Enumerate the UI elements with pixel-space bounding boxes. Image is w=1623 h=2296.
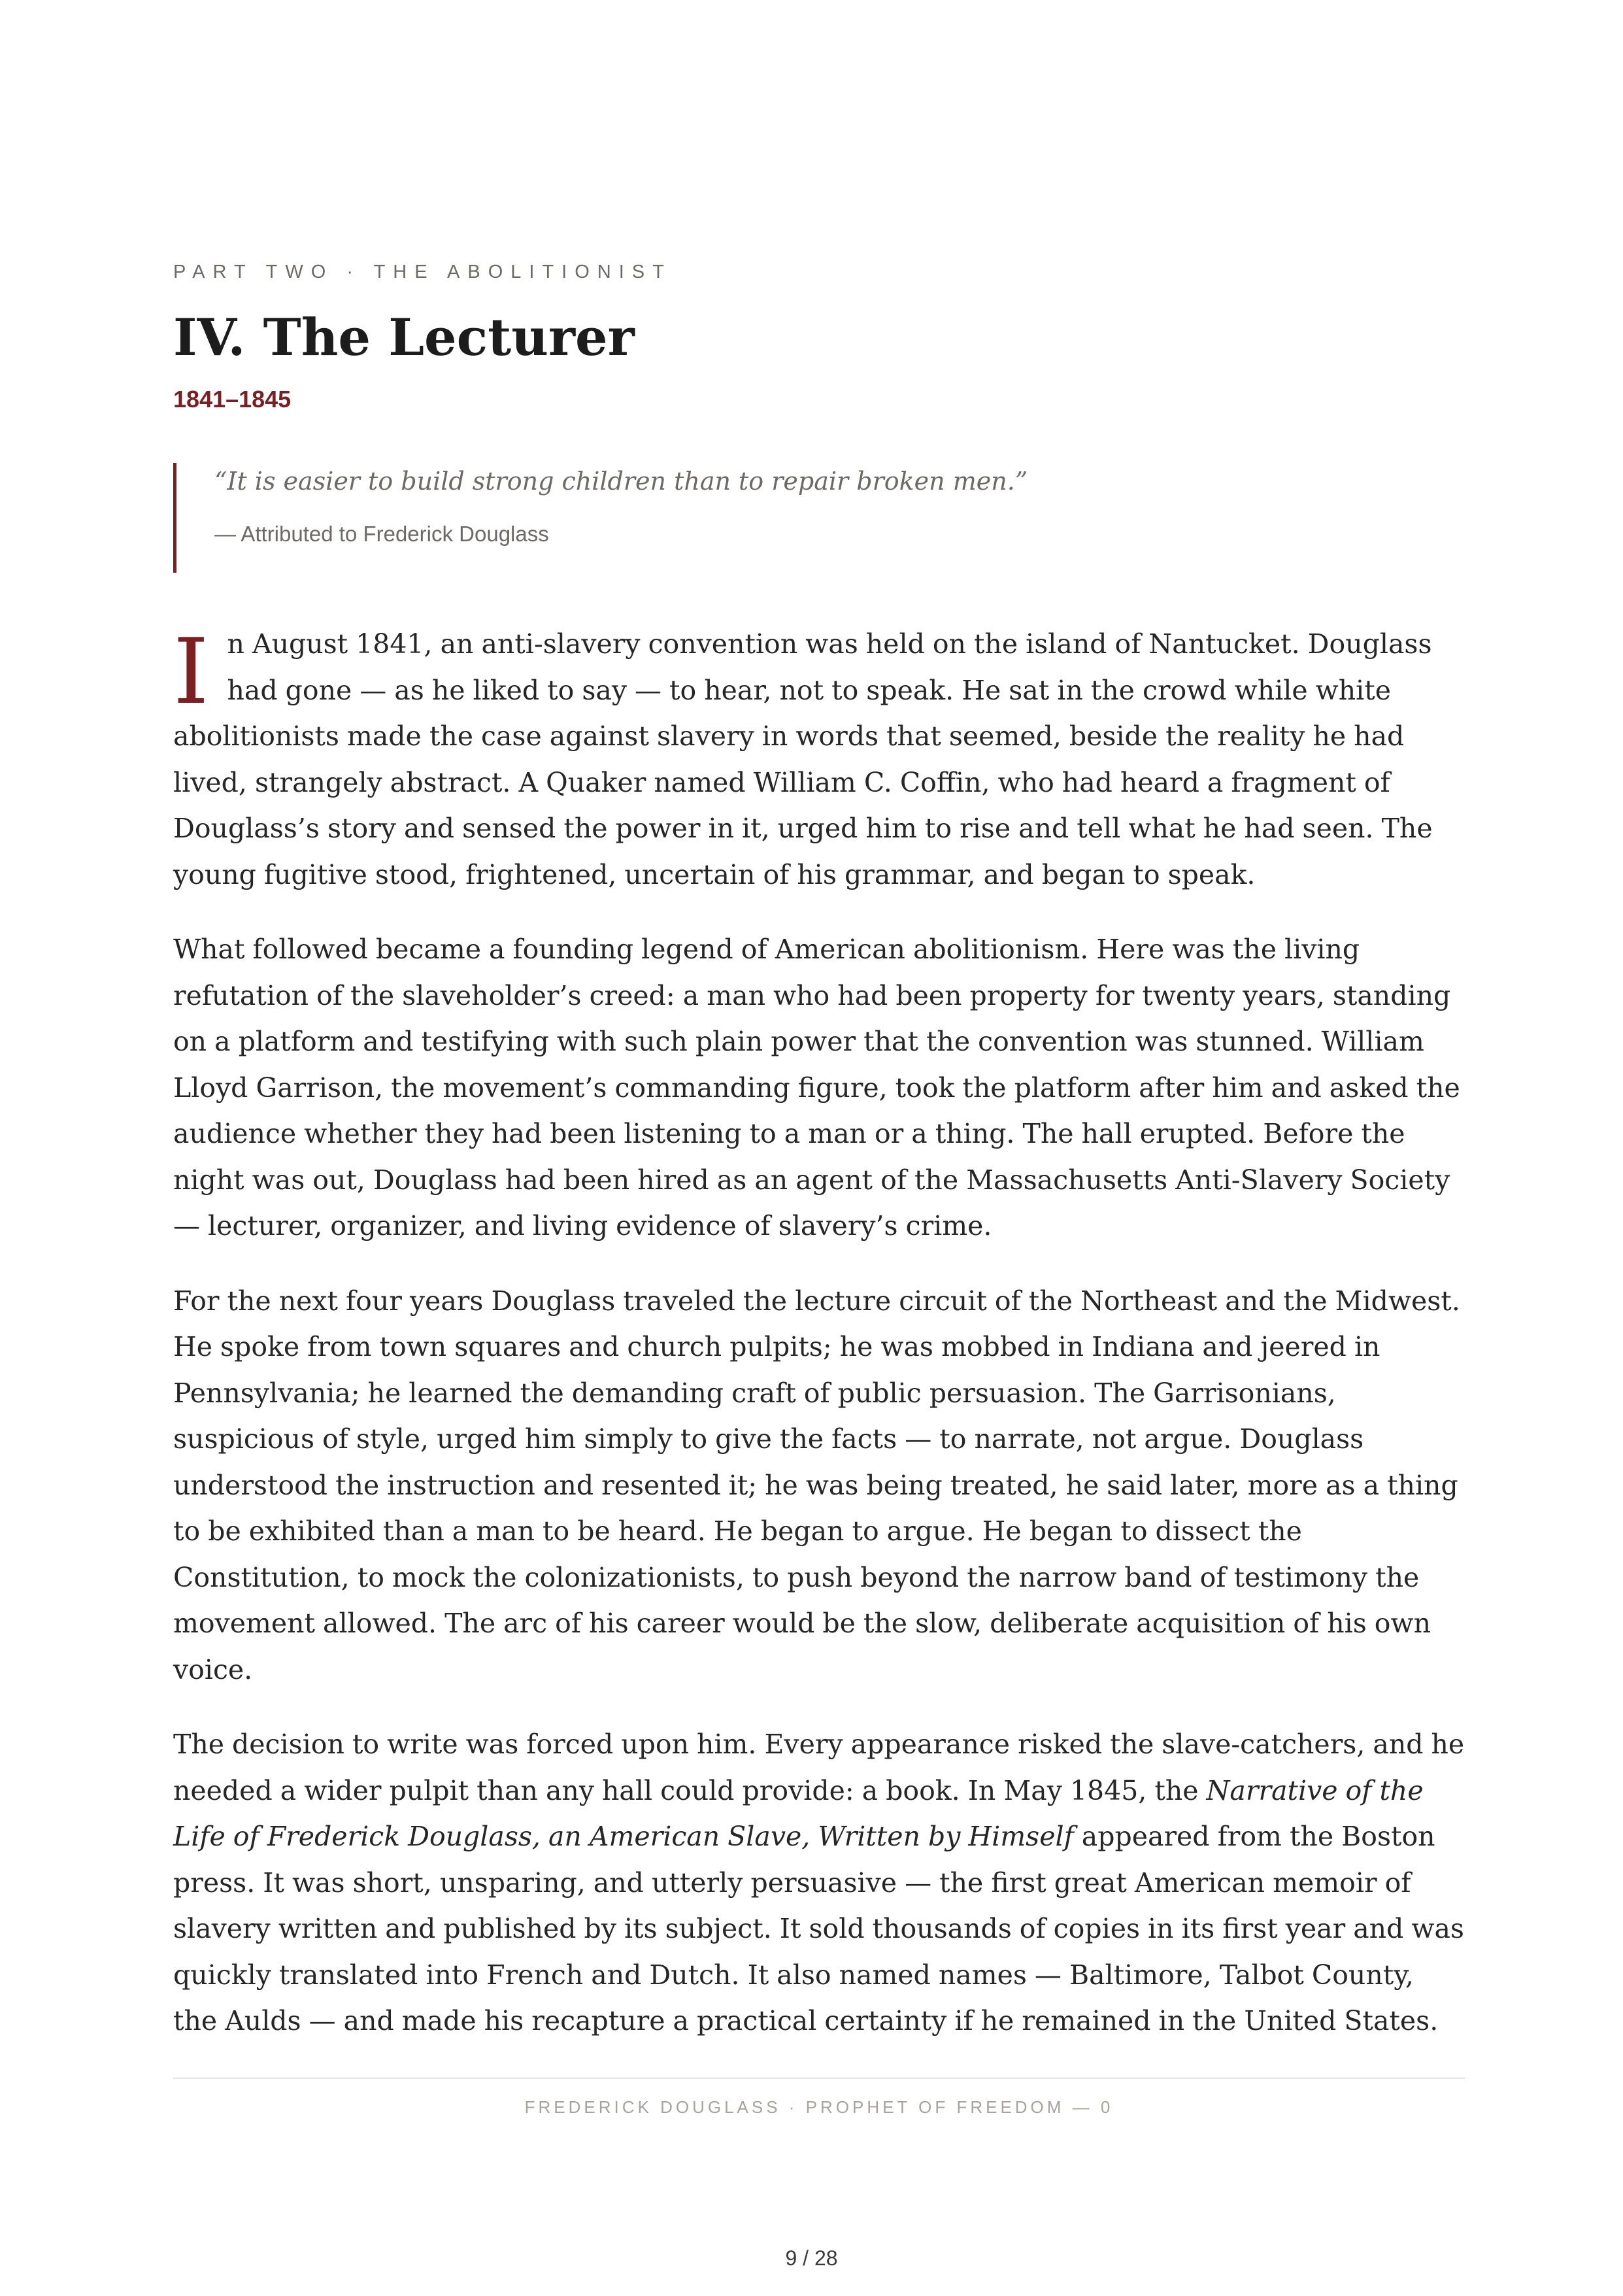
- epigraph-quote: “It is easier to build strong children than to repair broken men.”: [214, 467, 1028, 496]
- paragraph-2: What followed became a founding legend of American abolitionism. Here was the living refutation of the slaveholder’s creed: a man who had been property for twenty years, standing on a platform and testifying with such plain power that the convention was stunned. William Lloyd Garrison, the movement’s commanding figure, took the platform after him and asked the audience whether they had been listening to a man or a thing. The hall erupted. Before the night was out, Douglass had been hired as an agent of the Massachusetts Anti-Slavery Society — lecturer, organizer, and living evidence of slavery’s crime.: [173, 934, 1460, 1241]
- paragraph-4-text-after: appeared from the Boston press. It was short, unsparing, and utterly persuasive — the first great American memoir of slavery written and published by its subject. It sold thousands of copies in its first year and was quickly translated into French and Dutch. It also named names — Baltimore, Talbot County, the Aulds — and made his recapture a practical certainty if he remained in the United States.: [173, 1821, 1464, 2036]
- drop-cap: I: [173, 619, 209, 724]
- paragraph-1: [173, 621, 1465, 898]
- chapter-years: 1841–1845: [173, 386, 292, 413]
- epigraph-attribution: — Attributed to Frederick Douglass: [214, 522, 549, 546]
- footer-divider: [173, 2078, 1465, 2079]
- chapter-title: IV. The Lecturer: [173, 308, 635, 367]
- part-label: PART TWO · THE ABOLITIONIST: [173, 262, 672, 282]
- paragraph-3: For the next four years Douglass traveled the lecture circuit of the Northeast and the Midwest. He spoke from town squares and church pulpits; he was mobbed in Indiana and jeered in Pennsylvania; he learned the demanding craft of public persuasion. The Garrisonians, suspicious of style, urged him simply to give the facts — to narrate, not argue. Douglass understood the instruction and resented it; he was being treated, he said later, more as a thing to be exhibited than a man to be heard. He began to argue. He began to dissect the Constitution, to mock the colonizationists, to push beyond the narrow band of testimony the movement allowed. The arc of his career would be the slow, deliberate acquisition of his own voice.: [173, 1285, 1460, 1685]
- epigraph: [173, 463, 1391, 573]
- paragraph-4: [173, 1721, 1465, 2044]
- page-counter: 9 / 28: [785, 2246, 838, 2270]
- paragraph-1-text: n August 1841, an anti-slavery convention was held on the island of Nantucket. Douglass had gone — as he liked to say — to hear, not to speak. He sat in the crowd while white abolitionists made the case against slavery in words that seemed, beside the reality he had lived, strangely abstract. A Quaker named William C. Coffin, who had heard a fragment of Douglass’s story and sensed the power in it, urged him to rise and tell what he had seen. The young fugitive stood, frightened, uncertain of his grammar, and began to speak.: [173, 628, 1433, 890]
- book-title: Narrative of the Life of Frederick Douglass, an American Slave, Written by Himself: [173, 1774, 1424, 1852]
- chapter-body: [173, 621, 1465, 2073]
- paragraph-4-text-before: The decision to write was forced upon him. Every appearance risked the slave-catchers, and he needed a wider pulpit than any hall could provide: a book. In May 1845, the: [173, 1729, 1465, 1806]
- running-footer: FREDERICK DOUGLASS · PROPHET OF FREEDOM — 0: [524, 2097, 1114, 2117]
